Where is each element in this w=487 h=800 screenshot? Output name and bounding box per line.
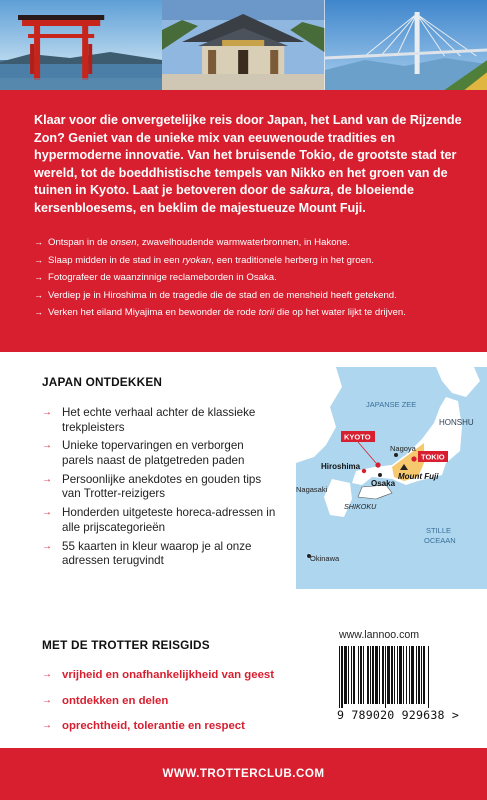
shikoku-label: SHIKOKU xyxy=(344,502,377,511)
list-item: → Persoonlijke anekdotes en gouden tips van Trotter-reizigers xyxy=(42,472,262,501)
list-item: → vrijheid en onafhankelijkheid van geest xyxy=(42,669,275,681)
intro-panel xyxy=(0,90,487,352)
arrow-icon: → xyxy=(34,237,43,247)
japan-map xyxy=(296,367,487,589)
arrow-icon: → xyxy=(34,289,43,300)
sea-label: JAPANSE ZEE xyxy=(366,400,417,409)
list-item: → Verdiep je in Hiroshima in de tragedie die de stad en de mensheid heeft getekend. xyxy=(34,289,397,301)
arrow-icon: → xyxy=(42,473,52,485)
okinawa-label: Okinawa xyxy=(310,554,340,563)
footer-website[interactable]: WWW.TROTTERCLUB.COM xyxy=(0,748,487,800)
list-item: → Verken het eiland Miyajima en bewonder de rode torii die op het water lijkt te drijven. xyxy=(34,307,406,318)
list-item: → oprechtheid, tolerantie en respect xyxy=(42,720,245,733)
photo-strip xyxy=(0,0,487,90)
list-item: → Fotografeer de waanzinnige reclameborden in Osaka. xyxy=(34,272,277,283)
feature-list xyxy=(42,406,278,573)
ocean-label-line1: STILLE xyxy=(426,526,452,535)
intro-text: Klaar voor die onvergetelijke reis door Japan, het Land van de Rijzende Zon? Geniet van de unieke mix van eeuwenoude tradities en hypermoderne innovatie. Van het bruisende Tokio, de grootste stad ter wereld, tot de boeddhistische tempels van Nikko en het groen van de tuinen in Kyoto. Laat je betoveren door de sakura, de bloeiende kersenbloesems, en beklim de majestueuze Mount Fuji. xyxy=(34,113,462,215)
arrow-icon: → xyxy=(42,440,52,452)
bridge-photo xyxy=(325,0,487,90)
list-item: → Honderden uitgeteste horeca-adressen in alle prijscategorieën xyxy=(42,506,276,534)
section-title-japan-ontdekken: JAPAN ONTDEKKEN xyxy=(42,375,163,389)
section-title-trotter-reisgids: MET DE TROTTER REISGIDS xyxy=(42,638,210,652)
list-item: → 55 kaarten in kleur waarop je al onze adressen terugvindt xyxy=(42,539,252,568)
publisher-website[interactable]: www.lannoo.com xyxy=(339,629,420,641)
highlight-list xyxy=(34,236,464,324)
kyoto-tag: KYOTO xyxy=(344,432,371,442)
tokio-tag: TOKIO xyxy=(421,452,445,462)
arrow-icon: → xyxy=(42,720,52,732)
values-list xyxy=(42,668,332,745)
list-item: → ontdekken en delen xyxy=(42,694,169,707)
ocean-label-line2: OCEAAN xyxy=(424,536,456,545)
honshu-label: HONSHU xyxy=(439,418,474,427)
osaka-label: Osaka xyxy=(371,479,396,488)
nagasaki-label: Nagasaki xyxy=(296,485,328,494)
mount-fuji-label: Mount Fuji xyxy=(398,472,439,481)
arrow-icon: → xyxy=(42,407,52,418)
hiroshima-label: Hiroshima xyxy=(321,462,361,471)
arrow-icon: → xyxy=(34,254,43,265)
nagoya-label: Nagoya xyxy=(390,444,416,453)
barcode xyxy=(337,646,467,708)
isbn-number: 9 789020 929638 > xyxy=(337,708,460,722)
list-item: → Unieke topervaringen en verborgen parels naast de platgetreden paden xyxy=(42,439,245,467)
temple-photo xyxy=(162,0,324,90)
list-item: → Ontspan in de onsen, zwavelhoudende warmwaterbronnen, in Hakone. xyxy=(34,237,350,248)
arrow-icon: → xyxy=(42,540,52,552)
torii-gate-photo xyxy=(0,0,162,90)
list-item: → Het echte verhaal achter de klassieke trekpleisters xyxy=(42,406,256,434)
arrow-icon: → xyxy=(42,694,52,706)
arrow-icon: → xyxy=(42,507,52,519)
arrow-icon: → xyxy=(42,669,52,680)
list-item: → Slaap midden in de stad in een ryokan, een traditionele herberg in het groen. xyxy=(34,254,374,266)
arrow-icon: → xyxy=(34,307,43,317)
arrow-icon: → xyxy=(34,272,43,282)
